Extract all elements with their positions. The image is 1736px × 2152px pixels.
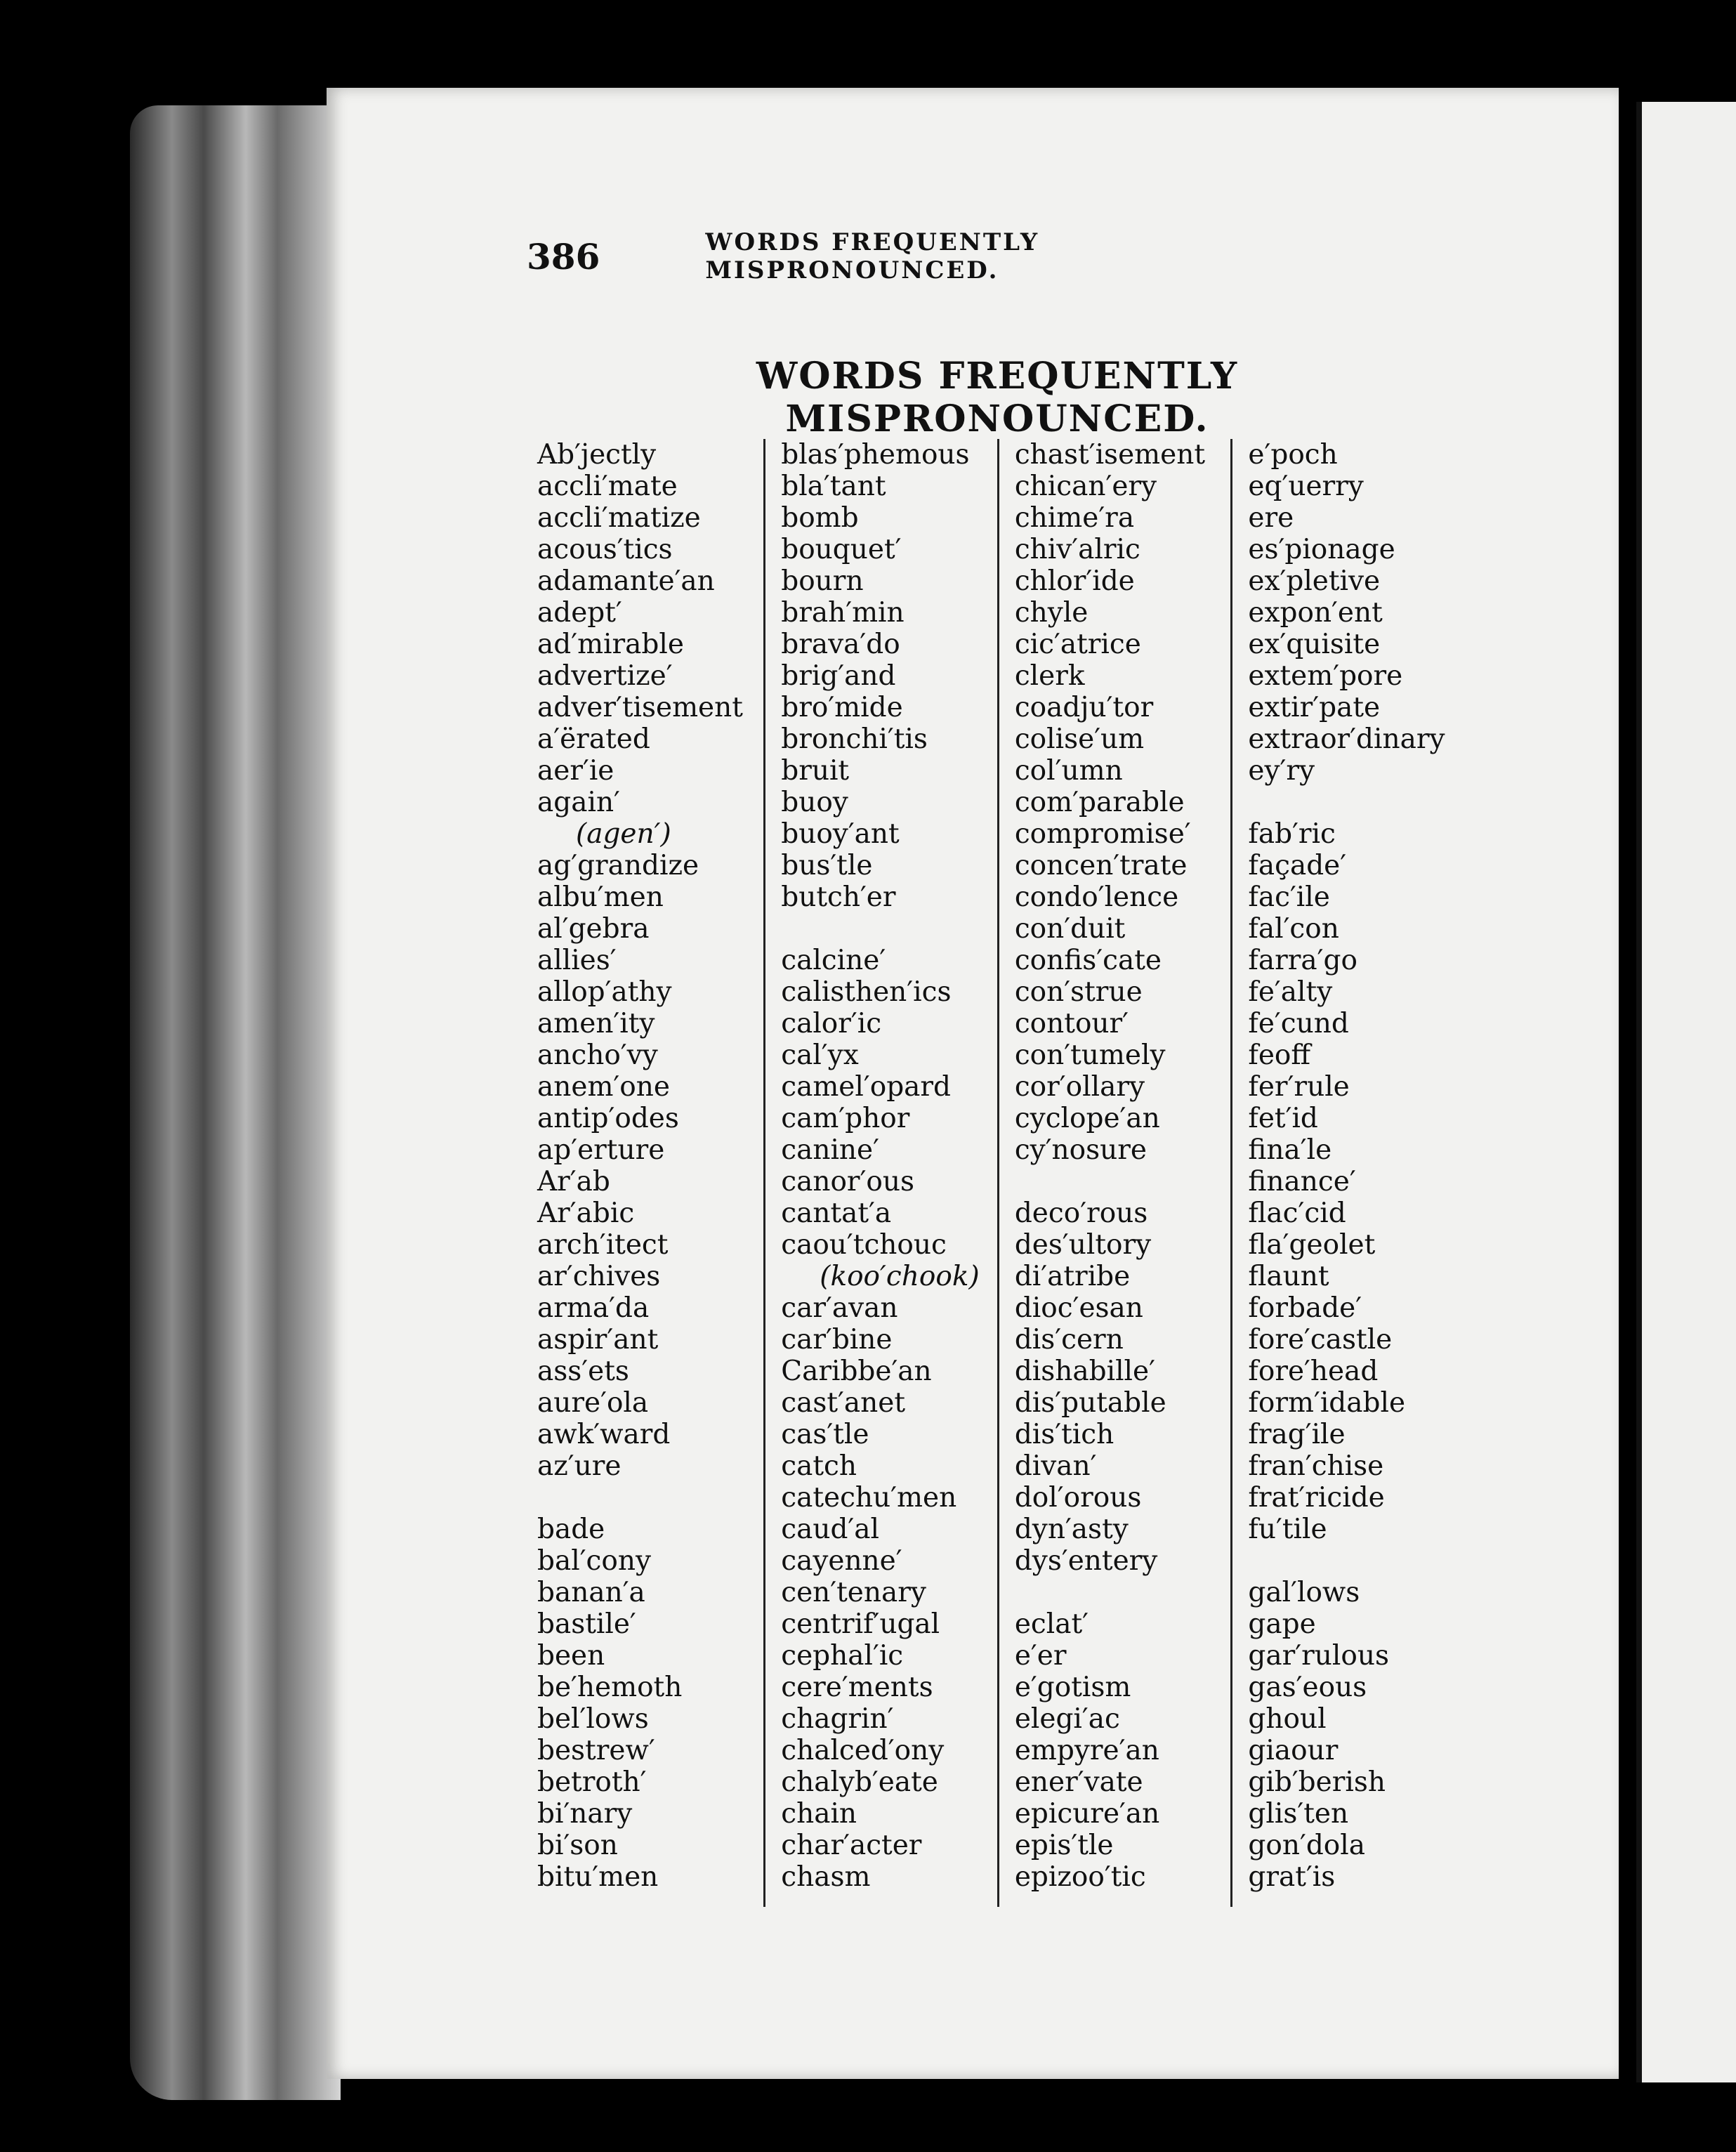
word-entry: e′poch [1248,439,1338,471]
word-entry: epis′tle [1014,1830,1114,1861]
word-entry: extir′pate [1248,692,1381,723]
word-entry: bestrew′ [537,1735,655,1766]
word-entry: ey′ry [1248,755,1315,787]
word-entry: gon′dola [1248,1830,1366,1861]
word-entry: gib′berish [1248,1766,1386,1798]
word-entry: butch′er [781,881,896,913]
pronunciation-note: (koo′chook) [820,1261,980,1292]
word-entry: calor′ic [781,1008,882,1039]
word-entry: dioc′esan [1014,1292,1143,1324]
word-entry: coadju′tor [1014,692,1154,723]
word-entry: allies′ [537,945,617,976]
word-column-1 [530,439,763,1907]
word-entry: fla′geolet [1248,1229,1376,1261]
word-entry: gas′eous [1248,1672,1367,1703]
word-entry: Caribbe′an [781,1356,932,1387]
word-entry: catch [781,1450,857,1482]
word-entry: cast′anet [781,1387,905,1419]
word-entry: cor′ollary [1014,1071,1145,1103]
word-entry: cayenne′ [781,1545,902,1577]
word-entry: brig′and [781,660,896,692]
word-entry: bel′lows [537,1703,649,1735]
word-entry: cam′phor [781,1103,910,1134]
word-entry: ar′chives [537,1261,661,1292]
word-entry: chain [781,1798,857,1830]
word-entry: colise′um [1014,723,1145,755]
word-entry: fer′rule [1248,1071,1350,1103]
word-entry: bitu′men [537,1861,659,1893]
word-entry: eclat′ [1014,1608,1089,1640]
word-entry: az′ure [537,1450,622,1482]
word-entry: aspir′ant [537,1324,659,1356]
word-entry: fe′alty [1248,976,1333,1008]
word-entry: fal′con [1248,913,1339,945]
word-entry: calcine′ [781,945,886,976]
pronunciation-note: (agen′) [576,818,671,850]
word-entry: flac′cid [1248,1198,1346,1229]
word-entry: bouquet′ [781,534,902,565]
word-entry: gar′rulous [1248,1640,1389,1672]
word-entry: bi′son [537,1830,618,1861]
blank-line [1248,1545,1464,1577]
word-entry: cal′yx [781,1039,859,1071]
word-entry: again′ [537,787,620,818]
word-entry: dis′tich [1014,1419,1114,1450]
word-entry: es′pionage [1248,534,1395,565]
word-entry: chlor′ide [1014,565,1135,597]
word-entry: banan′a [537,1577,645,1608]
word-entry: chagrin′ [781,1703,894,1735]
word-entry: giaour [1248,1735,1339,1766]
word-entry: cic′atrice [1014,629,1141,660]
word-entry: ex′quisite [1248,629,1381,660]
word-entry: deco′rous [1014,1198,1148,1229]
word-entry: elegi′ac [1014,1703,1120,1735]
word-entry: extem′pore [1248,660,1403,692]
word-entry: dyn′asty [1014,1514,1129,1545]
word-entry: bastile′ [537,1608,636,1640]
running-head [527,228,1334,284]
word-entry: centrif′ugal [781,1608,940,1640]
word-entry: acous′tics [537,534,673,565]
word-entry: condo′lence [1014,881,1179,913]
word-entry: bal′cony [537,1545,652,1577]
word-entry: chime′ra [1014,502,1135,534]
word-entry: bourn [781,565,864,597]
word-entry: clerk [1014,660,1085,692]
word-entry: chalyb′eate [781,1766,938,1798]
word-entry: façade′ [1248,850,1347,881]
word-entry: advertize′ [537,660,673,692]
word-entry: confis′cate [1014,945,1162,976]
word-entry: fu′tile [1248,1514,1327,1545]
word-entry: dys′entery [1014,1545,1158,1577]
word-entry: cephal′ic [781,1640,904,1672]
word-entry: dol′orous [1014,1482,1142,1514]
word-entry: be′hemoth [537,1672,683,1703]
word-entry: fe′cund [1248,1008,1349,1039]
word-entry: ag′grandize [537,850,699,881]
word-entry: Ab′jectly [537,439,657,471]
word-entry: bronchi′tis [781,723,928,755]
word-entry: fab′ric [1248,818,1336,850]
blank-line [537,1482,763,1514]
word-entry: cere′ments [781,1672,933,1703]
word-entry: chast′isement [1014,439,1205,471]
word-entry: Ar′abic [537,1198,635,1229]
word-entry: al′gebra [537,913,650,945]
word-column-2 [763,439,997,1907]
word-entry: col′umn [1014,755,1123,787]
word-entry: bomb [781,502,859,534]
blank-line [1015,1577,1231,1608]
word-entry: chican′ery [1014,471,1157,502]
word-entry: ad′mirable [537,629,684,660]
word-entry: di′atribe [1014,1261,1131,1292]
word-entry: Ar′ab [537,1166,610,1198]
word-entry: caou′tchouc [781,1229,947,1261]
word-column-4 [1230,439,1464,1907]
word-entry: e′gotism [1014,1672,1131,1703]
word-entry: form′idable [1248,1387,1406,1419]
page-title: WORDS FREQUENTLY MISPRONOUNCED. [756,355,1239,440]
word-entry: fore′castle [1248,1324,1393,1356]
word-entry: extraor′dinary [1248,723,1445,755]
word-entry: com′parable [1014,787,1185,818]
word-entry: finance′ [1248,1166,1356,1198]
word-entry: cen′tenary [781,1577,926,1608]
word-entry: bro′mide [781,692,903,723]
word-entry: accli′mate [537,471,678,502]
word-entry: fina′le [1248,1134,1332,1166]
facing-page-edge [1636,102,1736,2082]
word-entry: ex′pletive [1248,565,1381,597]
word-entry: caud′al [781,1514,879,1545]
word-entry: canine′ [781,1134,879,1166]
word-entry: fore′head [1248,1356,1379,1387]
word-entry: cy′nosure [1014,1134,1148,1166]
word-entry: arma′da [537,1292,650,1324]
word-entry: gape [1248,1608,1316,1640]
word-entry: buoy [781,787,848,818]
word-entry: glis′ten [1248,1798,1349,1830]
word-entry: accli′matize [537,502,701,534]
word-entry: ancho′vy [537,1039,658,1071]
word-entry: chiv′alric [1014,534,1140,565]
word-entry: buoy′ant [781,818,900,850]
word-entry: ap′erture [537,1134,665,1166]
word-entry: antip′odes [537,1103,679,1134]
word-entry: chasm [781,1861,871,1893]
word-list [530,439,1464,1907]
word-entry: forbade′ [1248,1292,1362,1324]
word-entry: aer′ie [537,755,614,787]
page-number: 386 [527,235,600,277]
word-entry: ghoul [1248,1703,1327,1735]
word-entry: bi′nary [537,1798,633,1830]
word-entry: arch′itect [537,1229,669,1261]
word-entry: catechu′men [781,1482,957,1514]
word-entry: albu′men [537,881,664,913]
word-entry: cantat′a [781,1198,892,1229]
word-entry: calisthen′ics [781,976,952,1008]
word-entry: feoff [1248,1039,1311,1071]
word-entry: ass′ets [537,1356,629,1387]
word-entry: bus′tle [781,850,873,881]
word-entry: betroth′ [537,1766,647,1798]
word-entry: fran′chise [1248,1450,1384,1482]
word-entry: des′ultory [1014,1229,1152,1261]
word-column-3 [997,439,1231,1907]
word-entry: concen′trate [1014,850,1188,881]
word-entry: anem′one [537,1071,670,1103]
word-entry: cas′tle [781,1419,869,1450]
word-entry: amen′ity [537,1008,655,1039]
word-entry: bla′tant [781,471,886,502]
word-entry: allop′athy [537,976,672,1008]
word-entry: expon′ent [1248,597,1383,629]
word-entry: bade [537,1514,605,1545]
word-entry: ener′vate [1014,1766,1143,1798]
word-entry: gal′lows [1248,1577,1360,1608]
word-entry: chyle [1014,597,1089,629]
word-entry: canor′ous [781,1166,915,1198]
word-entry: dishabille′ [1014,1356,1155,1387]
word-entry: frag′ile [1248,1419,1346,1450]
word-entry: a′ërated [537,723,650,755]
word-entry: frat′ricide [1248,1482,1385,1514]
word-entry: cyclope′an [1014,1103,1160,1134]
word-entry: divan′ [1014,1450,1097,1482]
word-entry: fet′id [1248,1103,1318,1134]
word-entry: been [537,1640,605,1672]
word-entry: con′tumely [1014,1039,1166,1071]
word-entry: bruit [781,755,850,787]
word-entry: epicure′an [1014,1798,1160,1830]
word-entry: char′acter [781,1830,922,1861]
book-page-edges [130,105,341,2100]
word-entry: farra′go [1248,945,1357,976]
blank-line [781,913,997,945]
word-entry: ere [1248,502,1294,534]
word-entry: dis′putable [1014,1387,1166,1419]
word-entry: epizoo′tic [1014,1861,1146,1893]
word-entry: camel′opard [781,1071,952,1103]
word-entry: adver′tisement [537,692,743,723]
word-entry: con′duit [1014,913,1126,945]
word-entry: empyre′an [1014,1735,1159,1766]
word-entry: fac′ile [1248,881,1330,913]
word-entry: eq′uerry [1248,471,1364,502]
word-entry: con′strue [1014,976,1143,1008]
word-entry: car′avan [781,1292,898,1324]
word-entry: chalced′ony [781,1735,945,1766]
running-title: WORDS FREQUENTLY MISPRONOUNCED. [705,228,1040,284]
word-entry: e′er [1014,1640,1067,1672]
word-entry: brah′min [781,597,905,629]
blank-line [1248,787,1464,818]
blank-line [1015,1166,1231,1198]
word-entry: aure′ola [537,1387,649,1419]
word-entry: contour′ [1014,1008,1129,1039]
word-entry: blas′phemous [781,439,970,471]
word-entry: brava′do [781,629,900,660]
word-entry: adamante′an [537,565,715,597]
word-entry: flaunt [1248,1261,1329,1292]
word-entry: compromise′ [1014,818,1191,850]
word-entry: grat′is [1248,1861,1336,1893]
word-entry: dis′cern [1014,1324,1124,1356]
word-entry: awk′ward [537,1419,671,1450]
word-entry: car′bine [781,1324,893,1356]
word-entry: adept′ [537,597,622,629]
